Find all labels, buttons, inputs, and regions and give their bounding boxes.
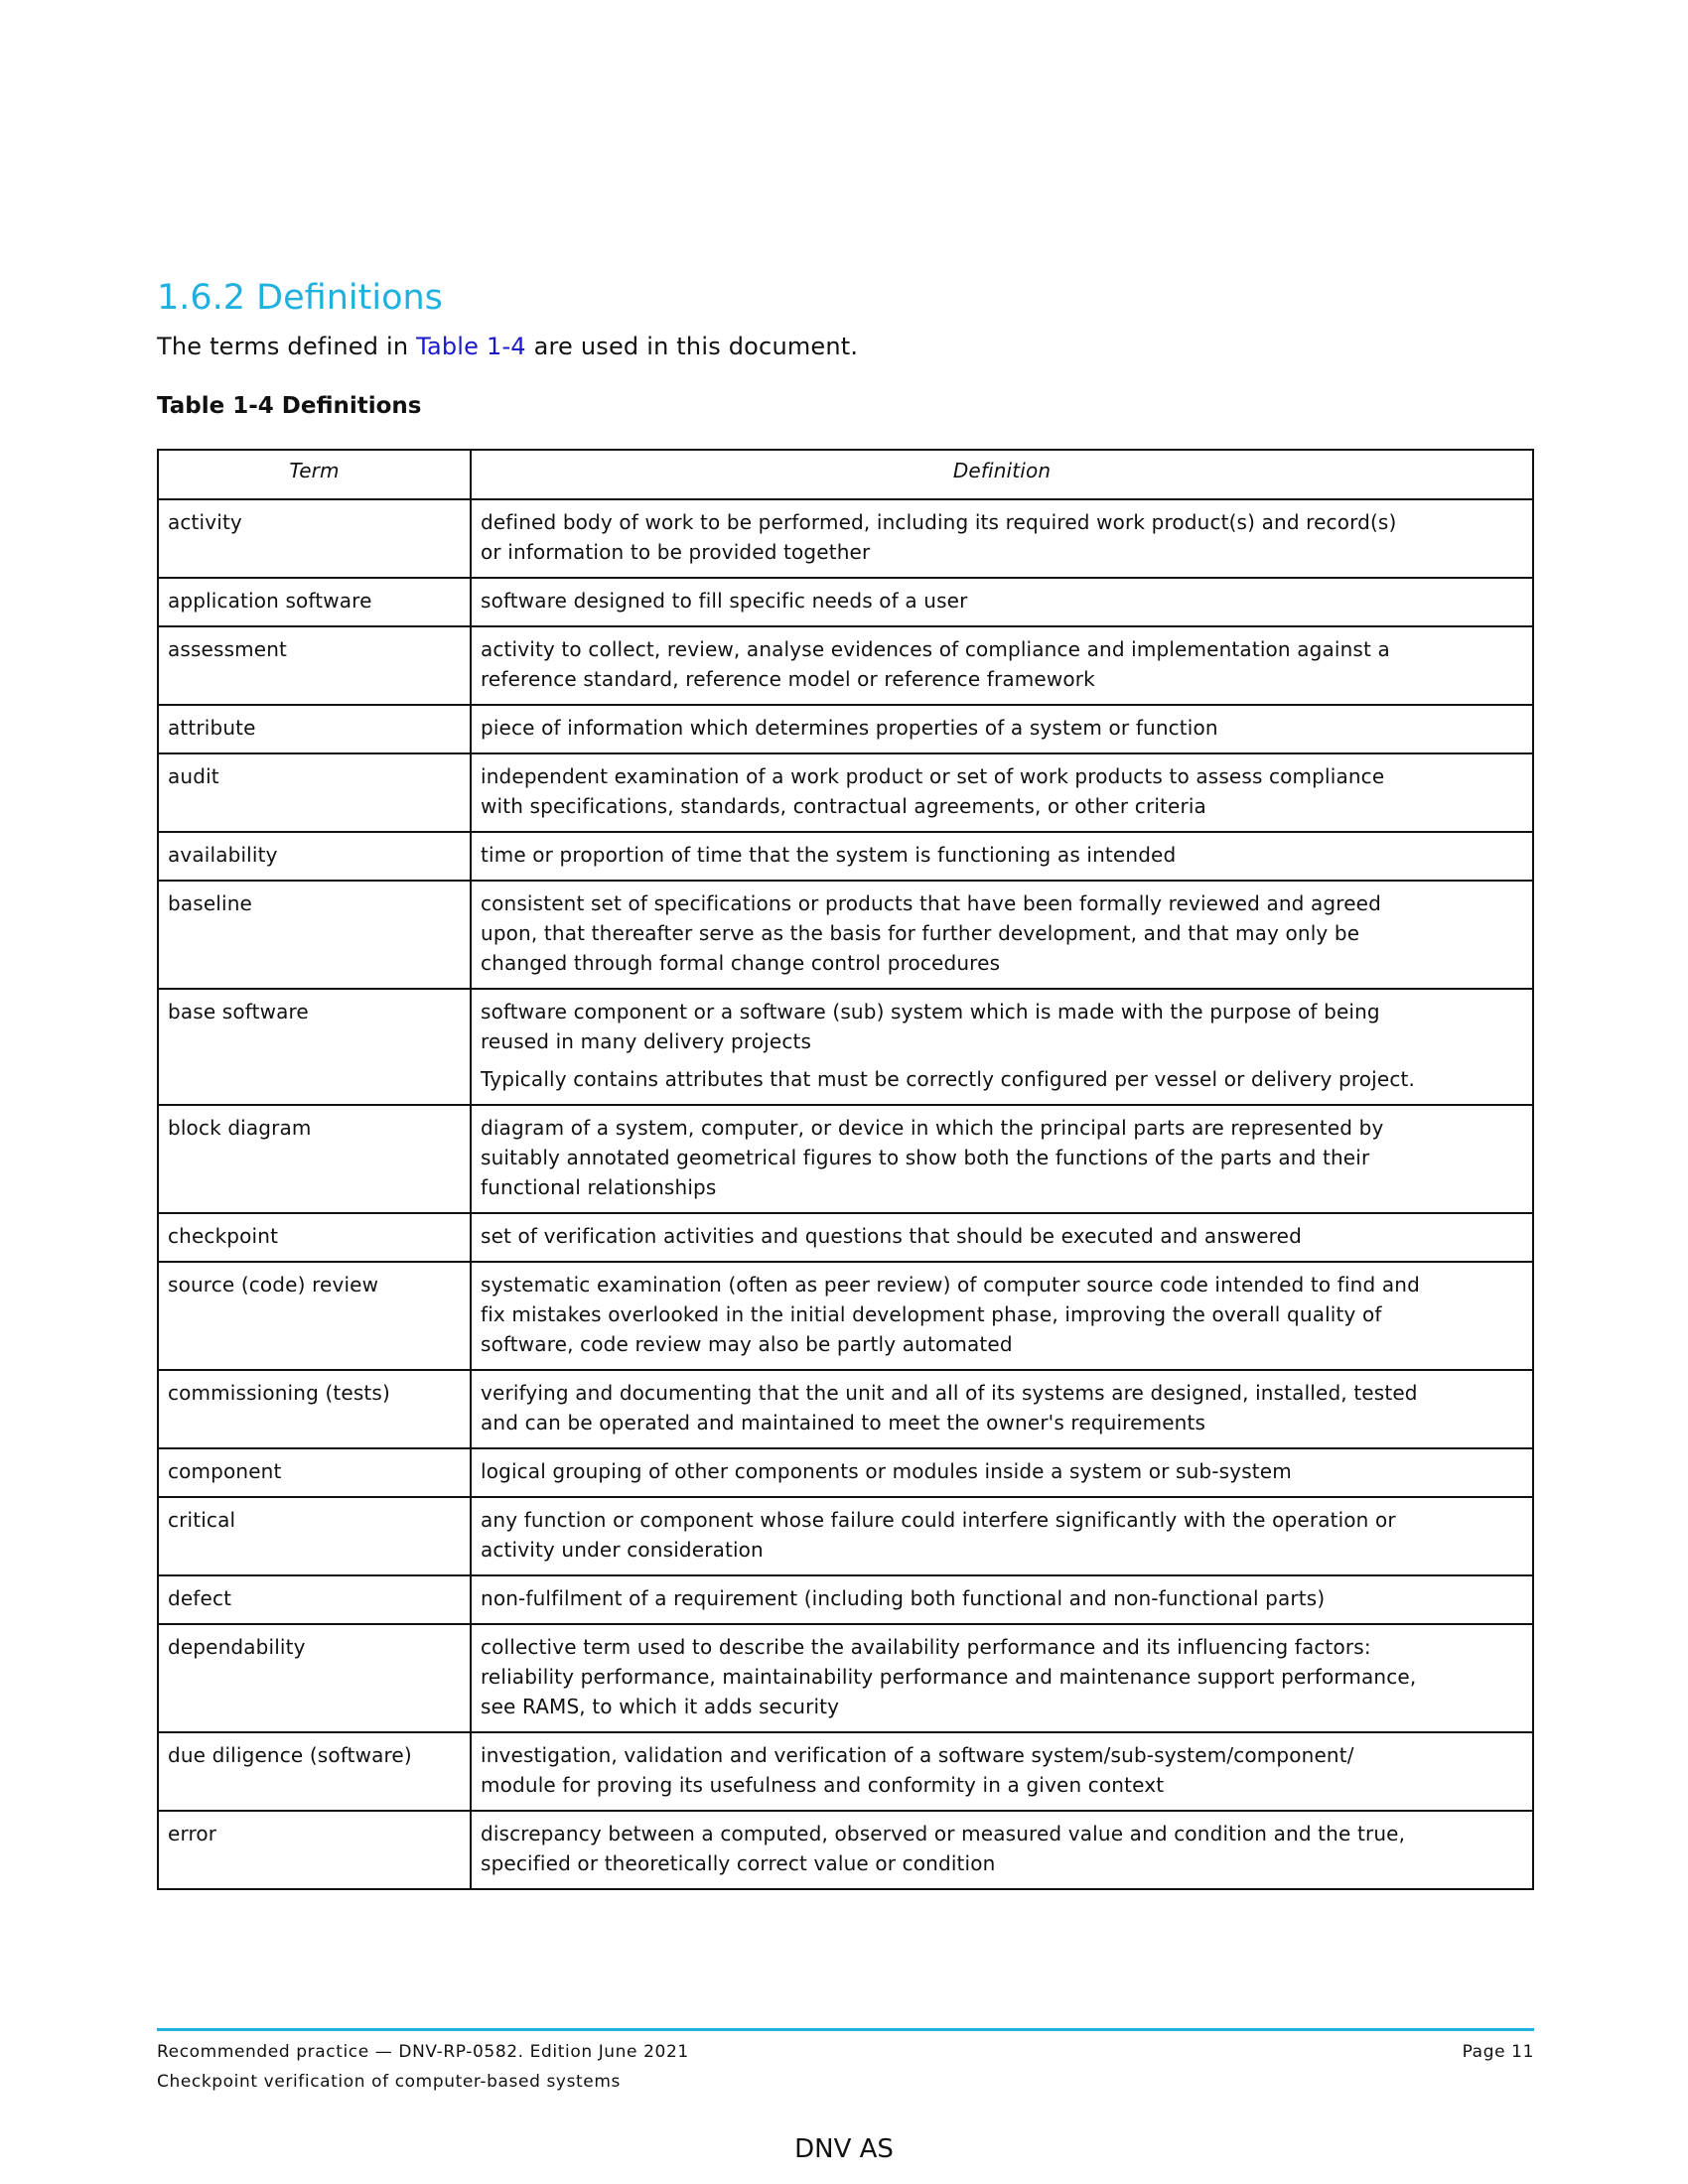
table-row	[158, 1811, 1533, 1889]
definition-line: changed through formal change control procedures	[481, 951, 1001, 975]
definition-paragraph	[481, 997, 1523, 1056]
term-cell: attribute	[158, 705, 471, 753]
definition-paragraph	[481, 1378, 1523, 1437]
definition-line: non-fulfilment of a requirement (including both functional and non-functional parts)	[481, 1586, 1326, 1610]
definition-paragraph	[481, 1270, 1523, 1359]
definition-line: defined body of work to be performed, including its required work product(s) and record(s)	[481, 510, 1397, 534]
definition-paragraph	[481, 1740, 1523, 1800]
term-cell: block diagram	[158, 1105, 471, 1213]
definition-cell	[471, 499, 1533, 578]
table-row	[158, 705, 1533, 753]
page-number: Page 11	[1462, 2042, 1534, 2062]
term-cell: assessment	[158, 626, 471, 705]
table-row	[158, 1370, 1533, 1448]
definition-line: activity under consideration	[481, 1538, 764, 1562]
definition-line: reused in many delivery projects	[481, 1029, 812, 1053]
definition-line: reference standard, reference model or reference framework	[481, 667, 1095, 691]
definition-line: suitably annotated geometrical figures to show both the functions of the parts and their	[481, 1146, 1370, 1169]
table-title: Table 1-4 Definitions	[157, 393, 422, 419]
definition-cell	[471, 1497, 1533, 1575]
definition-line: fix mistakes overlooked in the initial development phase, improving the overall quality of	[481, 1302, 1382, 1326]
definition-line: diagram of a system, computer, or device in which the principal parts are represented by	[481, 1116, 1384, 1140]
definition-line: or information to be provided together	[481, 540, 871, 564]
definition-line: set of verification activities and questions that should be executed and answered	[481, 1224, 1302, 1248]
term-cell: baseline	[158, 881, 471, 989]
definition-cell	[471, 578, 1533, 626]
definition-cell	[471, 1213, 1533, 1262]
table-row	[158, 1497, 1533, 1575]
table-row	[158, 1213, 1533, 1262]
definition-cell	[471, 705, 1533, 753]
definition-line: software component or a software (sub) system which is made with the purpose of being	[481, 1000, 1380, 1024]
definition-cell	[471, 881, 1533, 989]
definition-line: consistent set of specifications or products that have been formally reviewed and agreed	[481, 891, 1381, 915]
footer-document-line: Recommended practice — DNV-RP-0582. Edition June 2021	[157, 2042, 689, 2062]
section-heading: 1.6.2 Definitions	[157, 278, 443, 318]
definition-paragraph	[481, 1819, 1523, 1878]
term-cell: commissioning (tests)	[158, 1370, 471, 1448]
definition-paragraph	[481, 1583, 1523, 1613]
definition-paragraph	[481, 1221, 1523, 1251]
term-cell: activity	[158, 499, 471, 578]
definition-paragraph	[481, 840, 1523, 870]
definition-line: upon, that thereafter serve as the basis for further development, and that may only be	[481, 921, 1360, 945]
definition-cell	[471, 753, 1533, 832]
definition-cell	[471, 1105, 1533, 1213]
definition-cell	[471, 1811, 1533, 1889]
term-cell: application software	[158, 578, 471, 626]
term-cell: critical	[158, 1497, 471, 1575]
table-row	[158, 1732, 1533, 1811]
column-header-definition: Definition	[471, 450, 1533, 499]
definition-paragraph	[481, 1456, 1523, 1486]
term-cell: audit	[158, 753, 471, 832]
definition-line: specified or theoretically correct value or condition	[481, 1851, 996, 1875]
intro-text-before: The terms defined in	[157, 333, 417, 360]
definition-line: piece of information which determines properties of a system or function	[481, 716, 1218, 740]
definition-cell	[471, 626, 1533, 705]
definition-paragraph	[481, 761, 1523, 821]
definition-paragraph	[481, 634, 1523, 694]
definition-line: software designed to fill specific needs of a user	[481, 589, 968, 613]
definition-line: logical grouping of other components or modules inside a system or sub-system	[481, 1459, 1292, 1483]
term-cell: checkpoint	[158, 1213, 471, 1262]
intro-paragraph	[157, 332, 858, 361]
footer-title-line: Checkpoint verification of computer-based systems	[157, 2072, 621, 2092]
definition-paragraph	[481, 586, 1523, 615]
definition-line: see RAMS, to which it adds security	[481, 1695, 840, 1718]
company-name: DNV AS	[794, 2134, 894, 2164]
table-body	[158, 499, 1533, 1889]
table-row	[158, 753, 1533, 832]
term-cell: source (code) review	[158, 1262, 471, 1370]
definition-line: functional relationships	[481, 1175, 717, 1199]
definition-line: activity to collect, review, analyse evidences of compliance and implementation against a	[481, 637, 1390, 661]
definition-line: independent examination of a work product or set of work products to assess compliance	[481, 764, 1385, 788]
definition-paragraph	[481, 888, 1523, 978]
term-cell: availability	[158, 832, 471, 881]
definition-cell	[471, 1624, 1533, 1732]
definition-cell	[471, 1575, 1533, 1624]
definition-line: time or proportion of time that the system is functioning as intended	[481, 843, 1177, 867]
definition-paragraph	[481, 1064, 1523, 1094]
definitions-table	[157, 449, 1534, 1890]
term-cell: base software	[158, 989, 471, 1105]
table-row	[158, 578, 1533, 626]
definition-line: verifying and documenting that the unit and all of its systems are designed, installed, tested	[481, 1381, 1418, 1405]
definition-cell	[471, 1370, 1533, 1448]
term-cell: due diligence (software)	[158, 1732, 471, 1811]
table-row	[158, 626, 1533, 705]
footer-left	[157, 2037, 689, 2097]
definition-line: systematic examination (often as peer review) of computer source code intended to find and	[481, 1273, 1420, 1297]
definition-line: collective term used to describe the availability performance and its influencing factors:	[481, 1635, 1371, 1659]
table-row	[158, 1575, 1533, 1624]
definition-line: Typically contains attributes that must be correctly configured per vessel or delivery project.	[481, 1067, 1415, 1091]
definition-cell	[471, 832, 1533, 881]
definition-line: and can be operated and maintained to meet the owner's requirements	[481, 1411, 1206, 1434]
term-cell: error	[158, 1811, 471, 1889]
term-cell: defect	[158, 1575, 471, 1624]
term-cell: dependability	[158, 1624, 471, 1732]
definition-cell	[471, 989, 1533, 1105]
definition-line: any function or component whose failure could interfere significantly with the operation or	[481, 1508, 1396, 1532]
definition-line: reliability performance, maintainability performance and maintenance support performance,	[481, 1665, 1417, 1689]
table-row	[158, 989, 1533, 1105]
table-row	[158, 1448, 1533, 1497]
definition-line: investigation, validation and verification of a software system/sub-system/component/	[481, 1743, 1354, 1767]
definition-paragraph	[481, 1632, 1523, 1721]
definition-cell	[471, 1262, 1533, 1370]
term-cell: component	[158, 1448, 471, 1497]
table-reference-link[interactable]: Table 1-4	[416, 333, 526, 360]
definition-line: with specifications, standards, contractual agreements, or other criteria	[481, 794, 1206, 818]
table-row	[158, 881, 1533, 989]
definition-cell	[471, 1732, 1533, 1811]
definition-line: discrepancy between a computed, observed or measured value and condition and the true,	[481, 1822, 1406, 1845]
table-row	[158, 1624, 1533, 1732]
definition-line: software, code review may also be partly automated	[481, 1332, 1013, 1356]
definition-cell	[471, 1448, 1533, 1497]
table-row	[158, 1105, 1533, 1213]
table-row	[158, 832, 1533, 881]
definition-paragraph	[481, 713, 1523, 743]
definition-paragraph	[481, 507, 1523, 567]
definition-line: module for proving its usefulness and conformity in a given context	[481, 1773, 1165, 1797]
definition-paragraph	[481, 1505, 1523, 1565]
intro-text-after: are used in this document.	[525, 333, 859, 360]
table-header-row	[158, 450, 1533, 499]
table-row	[158, 499, 1533, 578]
column-header-term: Term	[158, 450, 471, 499]
definition-paragraph	[481, 1113, 1523, 1202]
table-row	[158, 1262, 1533, 1370]
footer-rule	[157, 2028, 1534, 2031]
